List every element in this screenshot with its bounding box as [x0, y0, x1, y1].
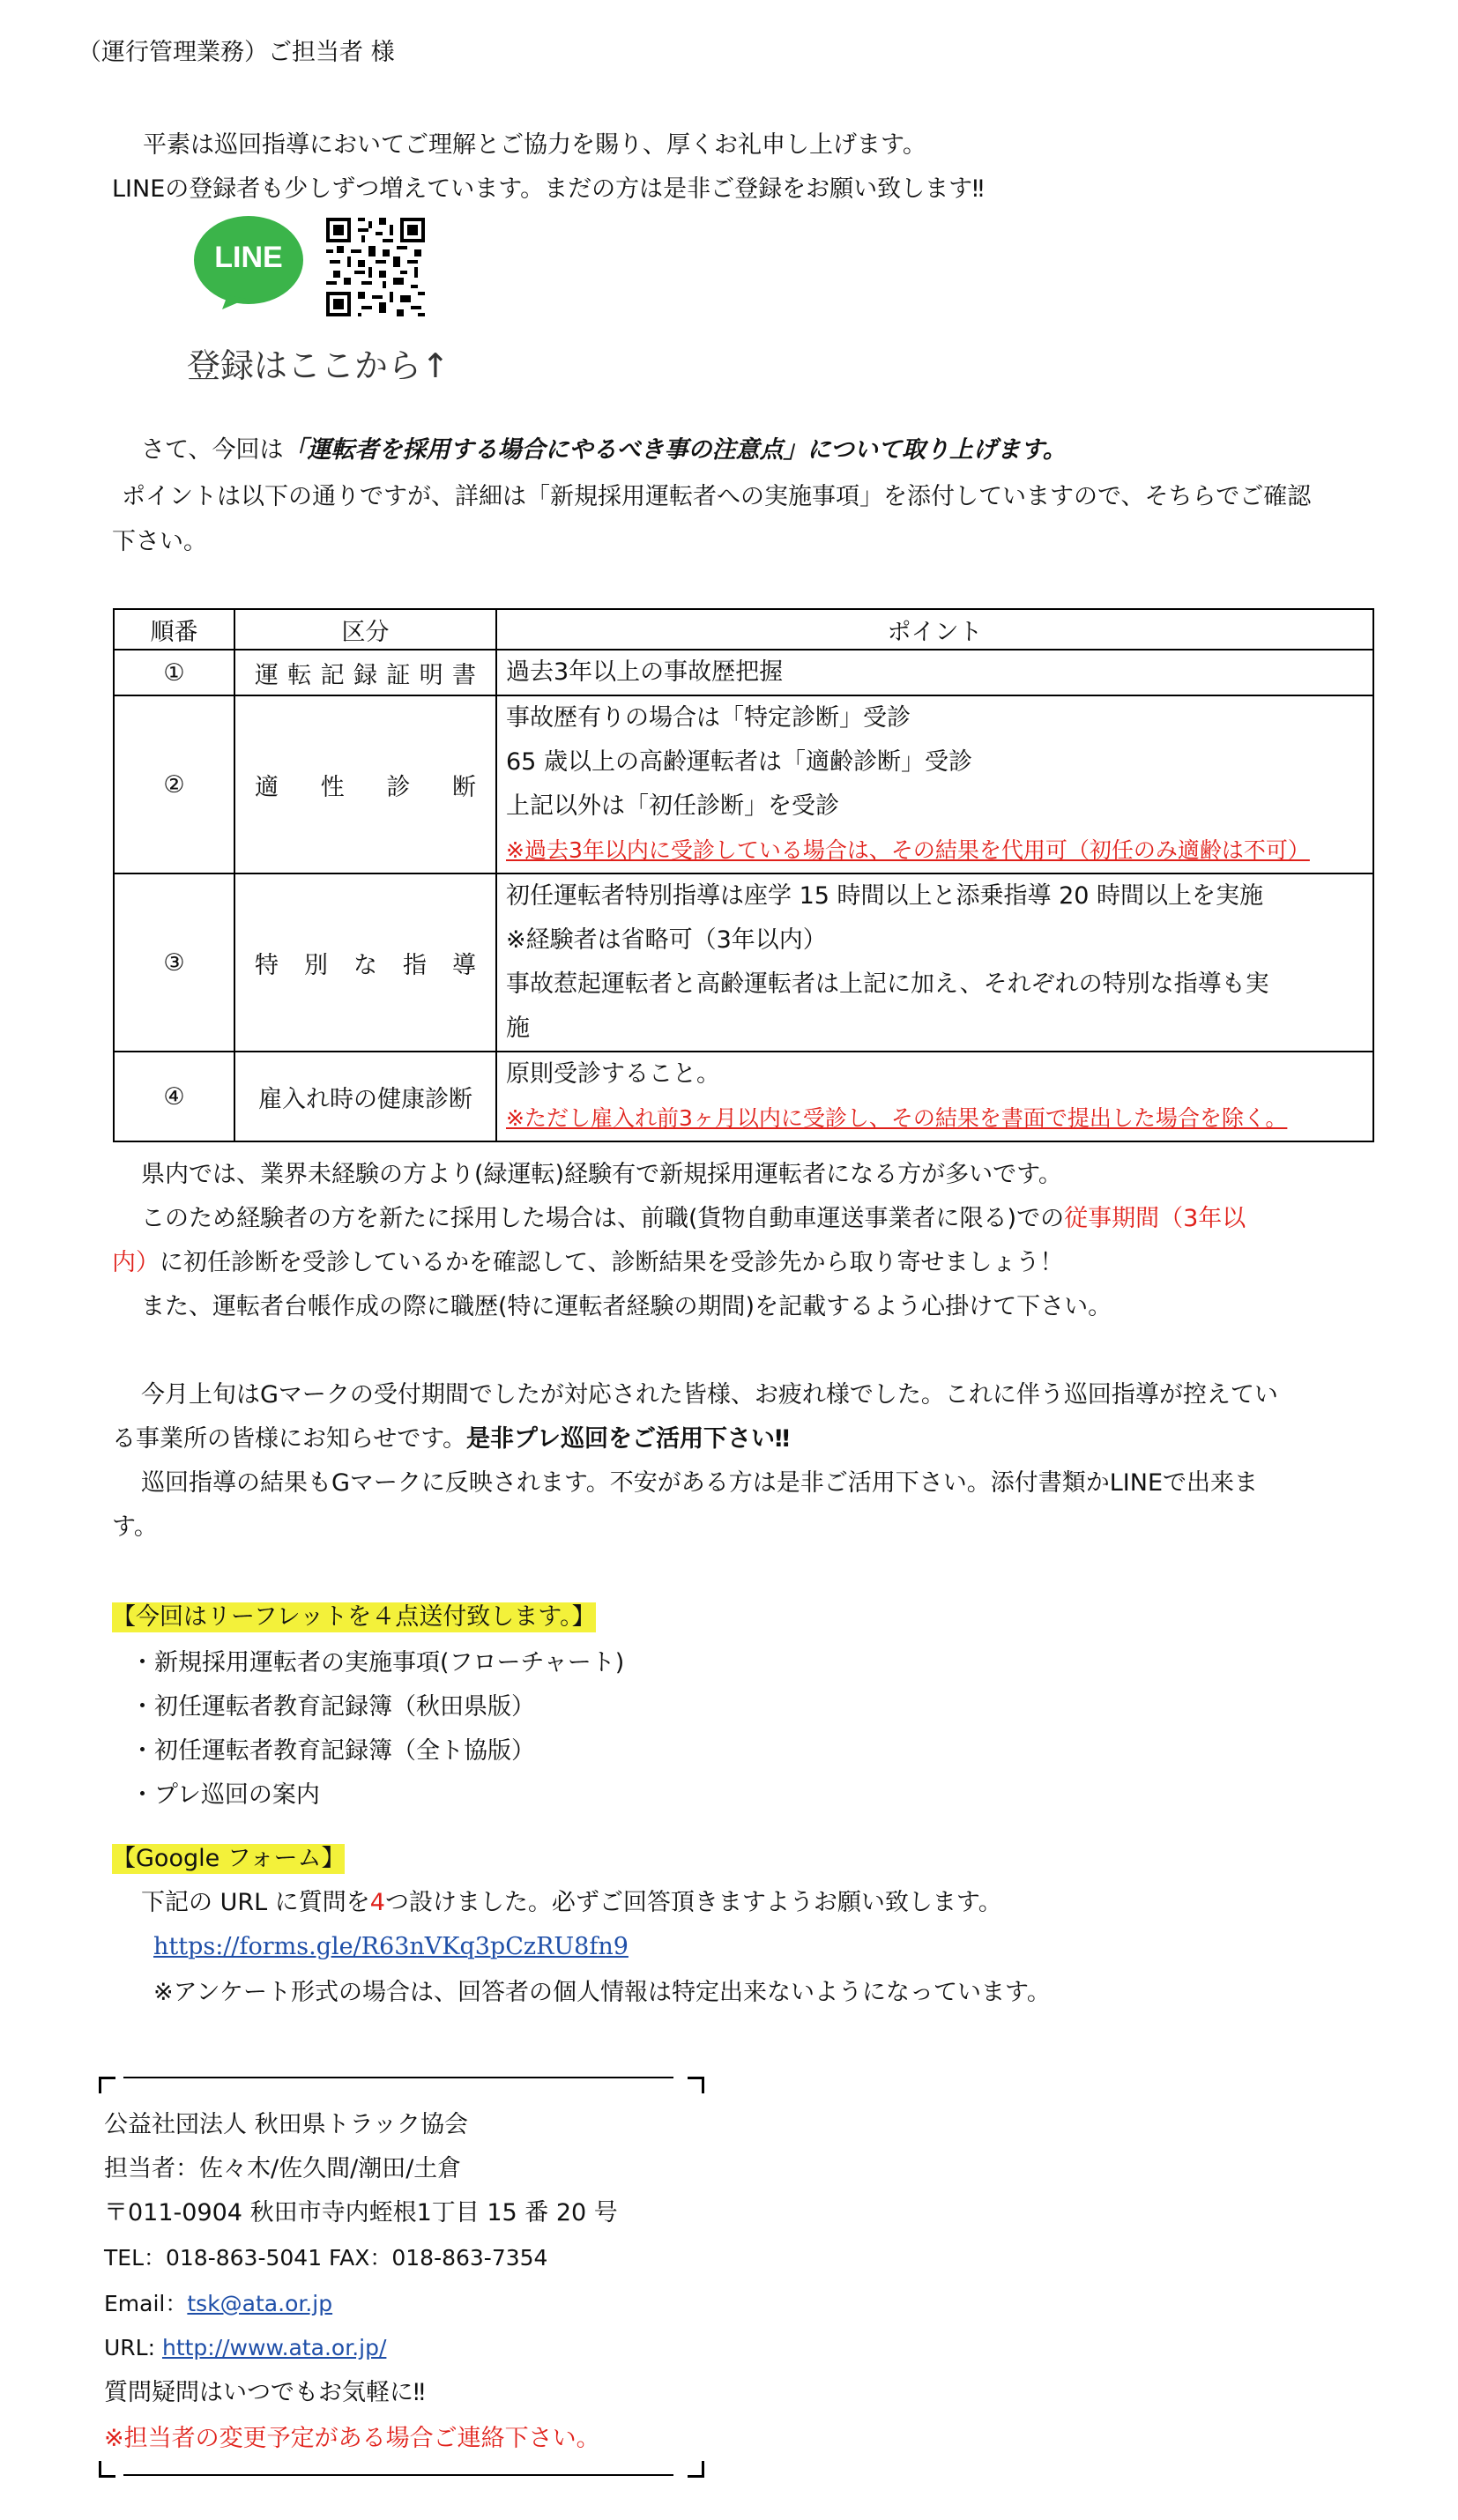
body-paragraph-3 — [112, 1248, 1063, 1278]
row-points — [496, 650, 1373, 695]
google-form-instruction — [141, 1888, 1002, 1918]
table-row — [114, 695, 1373, 873]
gmark-paragraph-3: 巡回指導の結果もGマークに反映されます。不安がある方は是非ご活用下さい。添付書類かLINEで出来ま — [141, 1469, 1259, 1497]
category-text — [244, 768, 487, 802]
header-category: 区分 — [234, 609, 496, 650]
header-order: 順番 — [114, 609, 234, 650]
leaflet-item: ・初任運転者教育記録簿（秋田県版） — [130, 1693, 535, 1721]
body-text: に初任診断を受診しているかを確認して、診断結果を受診先から取り寄せましょう！ — [160, 1249, 1064, 1276]
gmark-paragraph-4: す。 — [112, 1513, 158, 1541]
topic-prefix: さて、今回は — [141, 436, 284, 464]
gmark-paragraph-2 — [112, 1424, 790, 1454]
body-text: 下記の URL に質問を — [141, 1889, 370, 1916]
category-text: 雇入れ時の健康診断 — [258, 1085, 472, 1113]
contact-closing: 質問疑問はいつでもお気軽に‼ — [104, 2379, 426, 2406]
point-line: 65 歳以上の高齢運転者は「適齢診断」受診 — [506, 748, 972, 776]
frame-bottom-line — [123, 2474, 673, 2476]
contact-org: 公益社団法人 秋田県トラック協会 — [104, 2111, 469, 2138]
google-form-link[interactable]: https://forms.gle/R63nVKq3pCzRU8fn9 — [153, 1933, 629, 1960]
table-row — [114, 650, 1373, 695]
body-emphasis: 従事期間（3年以 — [1064, 1205, 1246, 1232]
row-number: ① — [114, 650, 234, 695]
category-char: 性 — [320, 773, 345, 801]
contact-url-row — [104, 2334, 386, 2361]
frame-corner — [99, 2461, 115, 2478]
point-line: 初任運転者特別指導は座学 15 時間以上と添乗指導 20 時間以上を実施 — [506, 882, 1264, 910]
point-line: 施 — [506, 1015, 530, 1042]
contact-notice: ※担当者の変更予定がある場合ご連絡下さい。 — [104, 2425, 600, 2452]
google-form-heading: 【Google フォーム】 — [112, 1845, 346, 1872]
point-note: ※ただし雇入れ前3ヶ月以内に受診し、その結果を書面で提出した場合を除く。 — [506, 1105, 1288, 1131]
points-table — [113, 608, 1374, 1142]
row-points — [496, 1052, 1373, 1141]
website-link[interactable]: http://www.ata.or.jp/ — [161, 2335, 387, 2360]
gmark-paragraph-1: 今月上旬はGマークの受付期間でしたが対応された皆様、お疲れ様でした。これに伴う巡回指導が控えてい — [141, 1381, 1278, 1409]
url-label: URL: — [104, 2335, 162, 2360]
contact-email-row — [104, 2290, 332, 2317]
body-paragraph-4: また、運転者台帳作成の際に職歴(特に運転者経験の期間)を記載するよう心掛けて下さい。 — [141, 1293, 1112, 1320]
leaflet-item: ・新規採用運転者の実施事項(フローチャート) — [130, 1649, 625, 1676]
header-points: ポイント — [496, 609, 1373, 650]
point-note: ※過去3年以内に受診している場合は、その結果を代用可（初任のみ適齢は不可） — [506, 837, 1310, 863]
topic-paragraph-2a: ポイントは以下の通りですが、詳細は「新規採用運転者への実施事項」を添付していますので、そちらでご確認 — [122, 483, 1312, 510]
category-char: 別 — [304, 951, 328, 979]
row-number: ④ — [114, 1052, 234, 1141]
category-char: 録 — [353, 661, 377, 689]
category-char: 明 — [419, 661, 443, 689]
row-number: ② — [114, 695, 234, 873]
topic-highlight: 「運転者を採用する場合にやるべき事の注意点」 — [283, 436, 807, 464]
line-register-label: 登録はここから↑ — [187, 346, 450, 385]
body-paragraph-1: 県内では、業界未経験の方より(緑運転)経験有で新規採用運転者になる方が多いです。 — [141, 1161, 1062, 1188]
row-number: ③ — [114, 873, 234, 1052]
category-text — [244, 656, 487, 690]
table-row — [114, 873, 1373, 1052]
body-paragraph-2 — [141, 1204, 1246, 1234]
email-label: Email： — [104, 2291, 188, 2316]
point-line: 事故歴有りの場合は「特定診断」受診 — [506, 704, 911, 732]
category-char: 特 — [255, 951, 279, 979]
topic-line — [141, 435, 1067, 465]
body-text: このため経験者の方を新たに採用した場合は、前職(貨物自動車運送事業者に限る)での — [141, 1205, 1065, 1232]
contact-address: 〒011-0904 秋田市寺内蛭根1丁目 15 番 20 号 — [104, 2199, 618, 2226]
leaflet-item: ・プレ巡回の案内 — [130, 1781, 320, 1809]
intro-paragraph-2: LINEの登録者も少しずつ増えています。まだの方は是非ご登録をお願い致します‼ — [112, 175, 985, 203]
frame-corner — [688, 2077, 704, 2093]
addressee: （運行管理業務）ご担当者 様 — [78, 39, 395, 66]
frame-top-line — [123, 2077, 673, 2078]
qr-code-icon[interactable] — [326, 218, 425, 316]
line-logo-text: LINE — [214, 241, 283, 274]
category-char: 書 — [451, 661, 476, 689]
point-line: 原則受診すること。 — [506, 1060, 720, 1088]
category-char: な — [353, 951, 377, 979]
topic-suffix: について取り上げます。 — [807, 436, 1067, 464]
row-points — [496, 695, 1373, 873]
question-count: 4 — [369, 1889, 385, 1916]
leaflet-item: ・初任運転者教育記録簿（全ト協版） — [130, 1737, 535, 1765]
category-char: 記 — [320, 661, 345, 689]
body-emphasis: 内） — [112, 1249, 160, 1276]
leaflets-heading: 【今回はリーフレットを４点送付致します。】 — [112, 1603, 596, 1631]
point-line: 過去3年以上の事故歴把握 — [506, 658, 784, 686]
frame-corner — [688, 2461, 704, 2478]
point-line: 事故惹起運転者と高齢運転者は上記に加え、それぞれの特別な指導も実 — [506, 970, 1269, 998]
category-char: 適 — [255, 773, 279, 801]
table-header-row — [114, 609, 1373, 650]
table-row — [114, 1052, 1373, 1141]
email-link[interactable]: tsk@ata.or.jp — [187, 2291, 333, 2316]
row-category — [234, 1052, 496, 1141]
body-text: つ設けました。必ずご回答頂きますようお願い致します。 — [384, 1889, 1002, 1916]
frame-corner — [99, 2077, 115, 2093]
line-logo-icon[interactable] — [192, 214, 305, 311]
category-text — [244, 946, 487, 980]
body-text: る事業所の皆様にお知らせです。 — [112, 1425, 467, 1453]
body-emphasis: 是非プレ巡回をご活用下さい‼ — [466, 1425, 790, 1453]
contact-phone: TEL：018-863-5041 FAX：018-863-7354 — [104, 2245, 548, 2271]
category-char: 運 — [255, 661, 279, 689]
row-points — [496, 873, 1373, 1052]
intro-paragraph-1: 平素は巡回指導においてご理解とご協力を賜り、厚くお礼申し上げます。 — [143, 131, 926, 159]
google-form-note: ※アンケート形式の場合は、回答者の個人情報は特定出来ないようになっています。 — [153, 1979, 1051, 2006]
point-line: ※経験者は省略可（3年以内） — [506, 926, 827, 954]
row-category — [234, 695, 496, 873]
row-category — [234, 650, 496, 695]
topic-paragraph-2b: 下さい。 — [112, 528, 207, 555]
category-char: 証 — [386, 661, 411, 689]
category-char: 指 — [403, 951, 427, 979]
category-char: 診 — [386, 773, 411, 801]
row-category — [234, 873, 496, 1052]
contact-staff: 担当者：佐々木/佐久間/潮田/土倉 — [104, 2155, 462, 2182]
category-char: 転 — [287, 661, 312, 689]
category-char: 断 — [451, 773, 476, 801]
category-char: 導 — [452, 951, 476, 979]
point-line: 上記以外は「初任診断」を受診 — [506, 792, 839, 820]
